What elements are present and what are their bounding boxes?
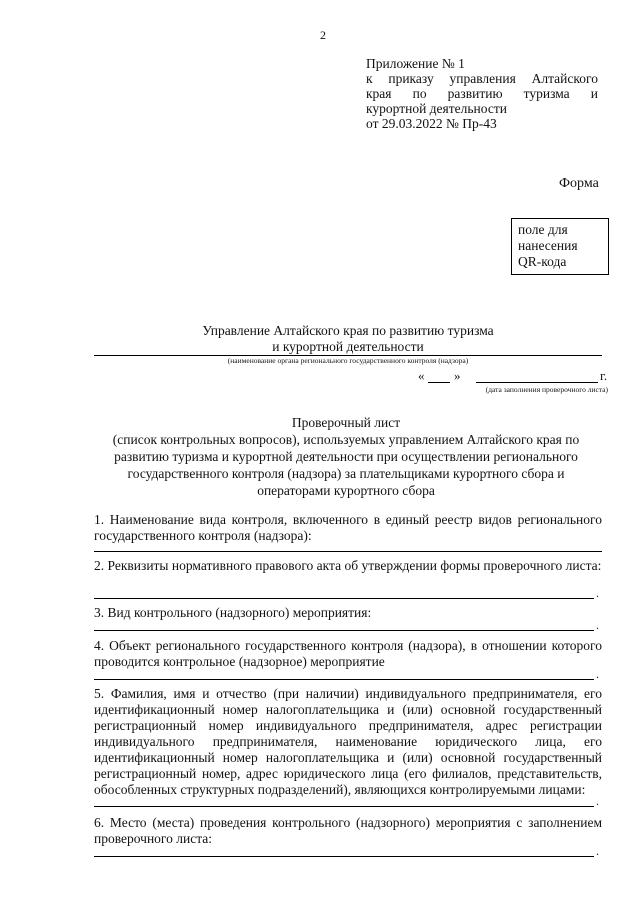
section-3-event-type: 3. Вид контрольного (надзорного) мероприятия: xyxy=(94,605,372,620)
section-2-legal-act: 2. Реквизиты нормативного правового акта об утверждении формы проверочного листа: xyxy=(94,558,602,573)
document-title xyxy=(90,414,602,499)
date-caption: (дата заполнения проверочного листа) xyxy=(485,385,608,394)
appendix-word: управления xyxy=(449,71,516,86)
title-line: (список контрольных вопросов), используемых управлением Алтайского края по xyxy=(112,432,580,447)
month-year-blank xyxy=(476,382,598,383)
org-line-2: и курортной деятельности xyxy=(272,339,424,354)
section-1-control-type: 1. Наименование вида контроля, включенного в единый реестр видов регионального государственного контроля (надзора): xyxy=(94,512,602,543)
date-quote-close: » xyxy=(454,368,461,383)
org-caption: (наименование органа регионального государственного контроля (надзора) xyxy=(227,356,469,365)
section-4-end-dot: . xyxy=(596,667,599,681)
qr-field-line: QR-кода xyxy=(518,254,567,269)
org-line-1: Управление Алтайского края по развитию туризма xyxy=(202,323,494,338)
appendix-word: Алтайского xyxy=(531,71,598,86)
qr-code-field xyxy=(511,218,609,275)
appendix-title: Приложение № 1 xyxy=(366,56,465,71)
appendix-word: к xyxy=(366,71,373,86)
section-6-end-dot: . xyxy=(596,844,599,858)
section-4-control-object: 4. Объект регионального государственного контроля (надзора), в отношении которого проводится контрольное (надзорное) мероприятие xyxy=(94,638,602,669)
title-line: развитию туризма и курортной деятельности при осуществлении регионального xyxy=(114,449,578,464)
section-5-end-dot: . xyxy=(596,794,599,808)
date-quote-open: « xyxy=(418,368,425,383)
qr-field-line: поле для xyxy=(518,222,568,237)
form-label: Форма xyxy=(559,176,599,191)
appendix-line-2 xyxy=(366,71,598,86)
page-number: 2 xyxy=(320,28,326,42)
appendix-word: по xyxy=(412,86,427,101)
appendix-word: туризма xyxy=(523,86,570,101)
section-2-fill-line xyxy=(94,598,594,599)
appendix-order-ref: от 29.03.2022 № Пр-43 xyxy=(366,116,497,131)
section-6-event-location: 6. Место (места) проведения контрольного (надзорного) мероприятия с заполнением проверочного листа: xyxy=(94,815,602,846)
day-blank xyxy=(428,382,450,383)
title-line: Проверочный лист xyxy=(291,415,401,430)
section-5-controlled-persons: 5. Фамилия, имя и отчество (при наличии) индивидуального предпринимателя, его идентификационный номер налогоплательщика и (или) основной государственный регистрационный номер индивидуального предпринимателя, адрес регистрации индивидуального предпринимателя, наименование юридического лица, его идентификационный номер налогоплательщика и (или) основной государственный регистрационный номер, адрес юридического лица (его филиалов, представительств, обособленных структурных подразделений), являющихся контролируемыми лицами: xyxy=(94,686,602,797)
title-line: операторами курортного сбора xyxy=(257,483,435,498)
section-6-fill-line xyxy=(94,856,594,857)
appendix-line-4: курортной деятельности xyxy=(366,101,507,116)
section-2-end-dot: . xyxy=(596,586,599,600)
section-5-fill-line xyxy=(94,806,594,807)
appendix-word: края xyxy=(366,86,392,101)
section-4-fill-line xyxy=(94,679,594,680)
appendix-block xyxy=(366,56,598,131)
qr-field-line: нанесения xyxy=(518,238,578,253)
year-suffix: г. xyxy=(600,368,608,383)
appendix-word: развитию xyxy=(447,86,503,101)
appendix-word: приказу xyxy=(388,71,434,86)
section-1-fill-line xyxy=(94,551,602,552)
control-body-name xyxy=(94,323,602,355)
section-3-end-dot: . xyxy=(596,618,599,632)
section-3-fill-line xyxy=(94,630,594,631)
title-line: государственного контроля (надзора) за плательщиками курортного сбора и xyxy=(127,466,565,481)
appendix-line-3 xyxy=(366,86,598,101)
appendix-word: и xyxy=(590,86,598,101)
